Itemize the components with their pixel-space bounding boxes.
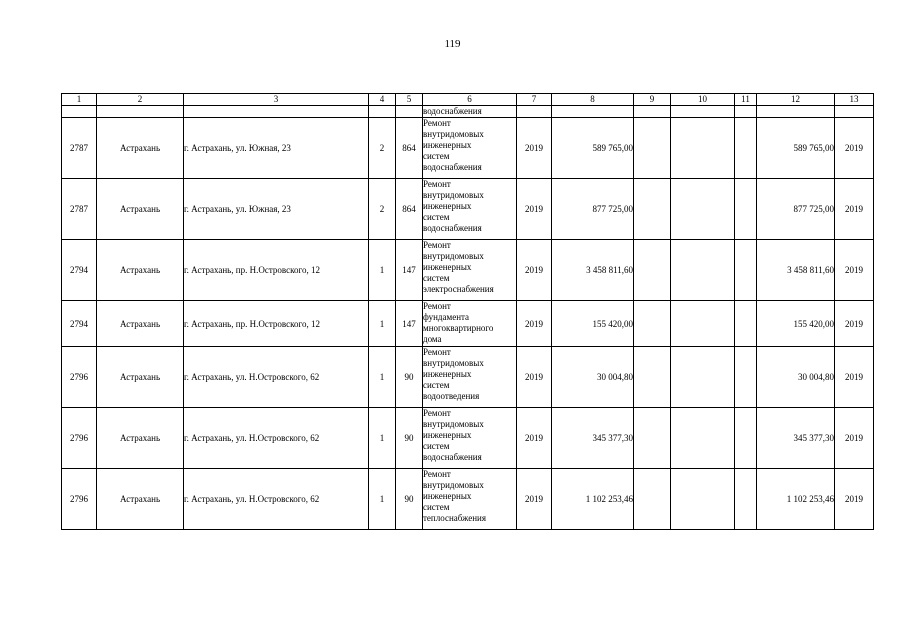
cost-cell: 155 420,00	[552, 301, 634, 347]
year-cell: 2019	[517, 179, 552, 240]
cell	[634, 106, 671, 118]
table-row	[62, 240, 874, 301]
total-cell: 30 004,80	[757, 347, 835, 408]
city-cell: Астрахань	[97, 347, 184, 408]
year-cell: 2019	[517, 118, 552, 179]
total-cell: 1 102 253,46	[757, 469, 835, 530]
total-cell: 345 377,30	[757, 408, 835, 469]
column-header: 13	[835, 94, 874, 106]
house-id-cell: 2794	[62, 301, 97, 347]
table-row	[62, 408, 874, 469]
year-cell: 2019	[517, 408, 552, 469]
cell	[757, 106, 835, 118]
house-id-cell: 2796	[62, 469, 97, 530]
year-cell: 2019	[517, 347, 552, 408]
col11-cell	[735, 240, 757, 301]
address-cell: г. Астрахань, ул. Южная, 23	[184, 118, 369, 179]
col13-year-cell: 2019	[835, 347, 874, 408]
col5-cell: 864	[396, 179, 423, 240]
col5-cell: 864	[396, 118, 423, 179]
cell	[552, 106, 634, 118]
col9-cell	[634, 347, 671, 408]
year-cell: 2019	[517, 469, 552, 530]
column-header: 11	[735, 94, 757, 106]
col4-cell: 1	[369, 240, 396, 301]
col4-cell: 2	[369, 118, 396, 179]
cost-cell: 1 102 253,46	[552, 469, 634, 530]
col10-cell	[671, 240, 735, 301]
column-header: 6	[423, 94, 517, 106]
col10-cell	[671, 118, 735, 179]
house-id-cell: 2787	[62, 179, 97, 240]
cell	[735, 106, 757, 118]
col13-year-cell: 2019	[835, 179, 874, 240]
city-cell: Астрахань	[97, 240, 184, 301]
total-cell: 877 725,00	[757, 179, 835, 240]
cell	[62, 106, 97, 118]
col9-cell	[634, 118, 671, 179]
cell	[517, 106, 552, 118]
cell	[97, 106, 184, 118]
col5-cell: 147	[396, 240, 423, 301]
total-cell: 589 765,00	[757, 118, 835, 179]
column-header: 3	[184, 94, 369, 106]
col13-year-cell: 2019	[835, 469, 874, 530]
city-cell: Астрахань	[97, 301, 184, 347]
column-header: 10	[671, 94, 735, 106]
col13-year-cell: 2019	[835, 240, 874, 301]
col11-cell	[735, 179, 757, 240]
col13-year-cell: 2019	[835, 408, 874, 469]
cost-cell: 30 004,80	[552, 347, 634, 408]
col5-cell: 90	[396, 408, 423, 469]
table-row	[62, 179, 874, 240]
table-row	[62, 118, 874, 179]
city-cell: Астрахань	[97, 408, 184, 469]
col11-cell	[735, 347, 757, 408]
table-row	[62, 469, 874, 530]
column-header: 12	[757, 94, 835, 106]
col11-cell	[735, 408, 757, 469]
total-cell: 155 420,00	[757, 301, 835, 347]
house-id-cell: 2796	[62, 408, 97, 469]
page-number: 119	[444, 38, 461, 50]
cell	[835, 106, 874, 118]
col9-cell	[634, 240, 671, 301]
column-header: 8	[552, 94, 634, 106]
house-id-cell: 2787	[62, 118, 97, 179]
col5-cell: 90	[396, 347, 423, 408]
work-type-cell: Ремонт внутридомовых инженерных систем водоснабжения	[423, 179, 517, 240]
col10-cell	[671, 347, 735, 408]
address-cell: г. Астрахань, ул. Н.Островского, 62	[184, 408, 369, 469]
column-header: 1	[62, 94, 97, 106]
col13-year-cell: 2019	[835, 118, 874, 179]
column-number-row	[62, 94, 874, 106]
col9-cell	[634, 469, 671, 530]
cell	[671, 106, 735, 118]
col11-cell	[735, 301, 757, 347]
col4-cell: 1	[369, 408, 396, 469]
year-cell: 2019	[517, 301, 552, 347]
col13-year-cell: 2019	[835, 301, 874, 347]
work-type-cell: водоснабжения	[423, 106, 517, 118]
cost-cell: 345 377,30	[552, 408, 634, 469]
col4-cell: 1	[369, 301, 396, 347]
col10-cell	[671, 469, 735, 530]
col10-cell	[671, 301, 735, 347]
address-cell: г. Астрахань, ул. Н.Островского, 62	[184, 469, 369, 530]
cost-cell: 589 765,00	[552, 118, 634, 179]
col4-cell: 1	[369, 469, 396, 530]
work-type-cell: Ремонт внутридомовых инженерных систем электроснабжения	[423, 240, 517, 301]
address-cell: г. Астрахань, ул. Н.Островского, 62	[184, 347, 369, 408]
column-header: 4	[369, 94, 396, 106]
total-cell: 3 458 811,60	[757, 240, 835, 301]
cell	[396, 106, 423, 118]
cell	[184, 106, 369, 118]
house-id-cell: 2796	[62, 347, 97, 408]
cell	[369, 106, 396, 118]
col10-cell	[671, 408, 735, 469]
col4-cell: 2	[369, 179, 396, 240]
col4-cell: 1	[369, 347, 396, 408]
work-type-cell: Ремонт внутридомовых инженерных систем теплоснабжения	[423, 469, 517, 530]
table-row	[62, 347, 874, 408]
work-type-cell: Ремонт внутридомовых инженерных систем водоотведения	[423, 347, 517, 408]
address-cell: г. Астрахань, пр. Н.Островского, 12	[184, 301, 369, 347]
col9-cell	[634, 408, 671, 469]
work-type-cell: Ремонт внутридомовых инженерных систем водоснабжения	[423, 118, 517, 179]
col5-cell: 147	[396, 301, 423, 347]
city-cell: Астрахань	[97, 179, 184, 240]
col11-cell	[735, 469, 757, 530]
continuation-row	[62, 106, 874, 118]
column-header: 7	[517, 94, 552, 106]
table-row	[62, 301, 874, 347]
column-header: 9	[634, 94, 671, 106]
city-cell: Астрахань	[97, 118, 184, 179]
col10-cell	[671, 179, 735, 240]
column-header: 5	[396, 94, 423, 106]
work-type-cell: Ремонт внутридомовых инженерных систем водоснабжения	[423, 408, 517, 469]
repair-register-table	[61, 93, 874, 530]
col5-cell: 90	[396, 469, 423, 530]
col9-cell	[634, 179, 671, 240]
address-cell: г. Астрахань, пр. Н.Островского, 12	[184, 240, 369, 301]
address-cell: г. Астрахань, ул. Южная, 23	[184, 179, 369, 240]
cost-cell: 877 725,00	[552, 179, 634, 240]
column-header: 2	[97, 94, 184, 106]
house-id-cell: 2794	[62, 240, 97, 301]
city-cell: Астрахань	[97, 469, 184, 530]
year-cell: 2019	[517, 240, 552, 301]
col11-cell	[735, 118, 757, 179]
cost-cell: 3 458 811,60	[552, 240, 634, 301]
col9-cell	[634, 301, 671, 347]
work-type-cell: Ремонт фундамента многоквартирного дома	[423, 301, 517, 347]
